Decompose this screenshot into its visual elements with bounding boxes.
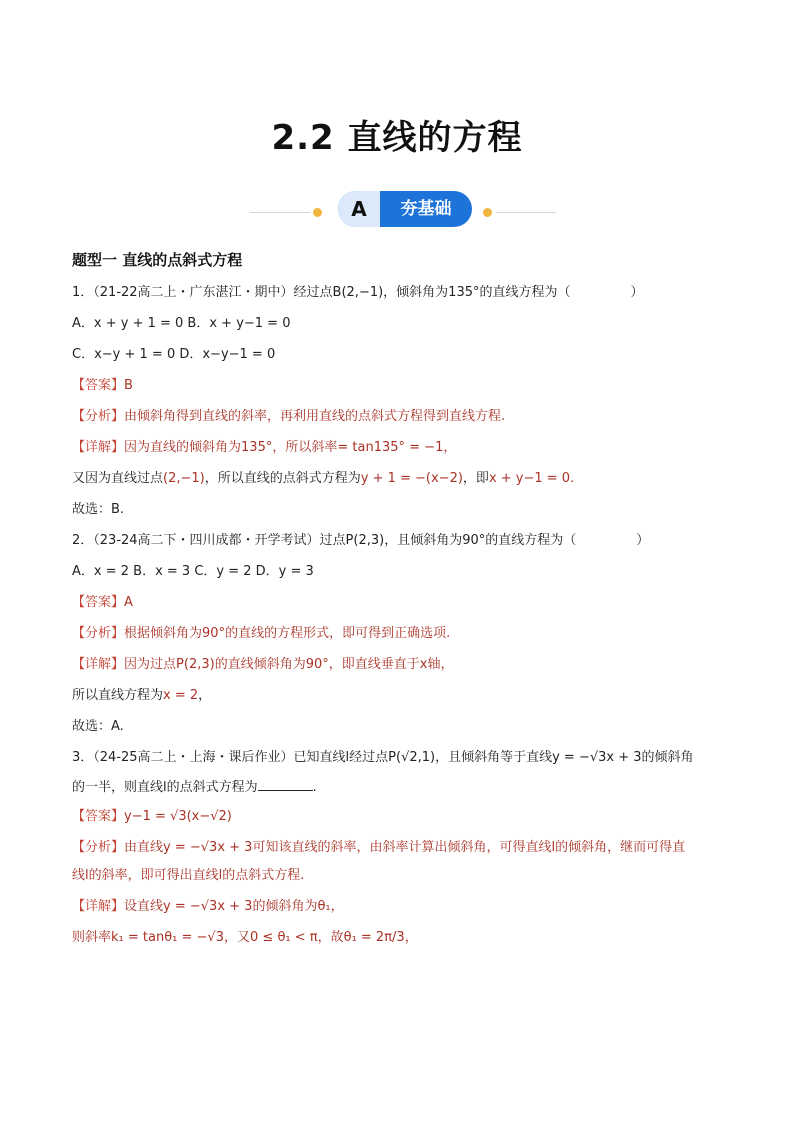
q3-detail-text: ， xyxy=(404,930,418,945)
q2-stem-text: 2．（23-24高二下・四川成都・开学考试）过点P(2,3)，且倾斜角为90°的直线方程为（ xyxy=(72,533,577,548)
q2-analysis xyxy=(72,624,732,655)
q3-detail-line-1 xyxy=(72,897,732,928)
q1-options-ab: A．x + y + 1 = 0 B．x + y−1 = 0 xyxy=(72,316,291,331)
q3-detail-text: 设直线 xyxy=(124,899,164,914)
q3-detail-text: 的倾斜角为 xyxy=(252,899,318,914)
answer-tag: 【答案】 xyxy=(72,378,125,393)
banner-dot-left xyxy=(313,208,322,217)
q3-detail-math: θ₁ = 2π/3 xyxy=(343,930,405,945)
q1-stem-text: 1．（21-22高二上・广东湛江・期中）经过点B(2,−1)，倾斜角为135°的直线方程为（ xyxy=(72,285,571,300)
q3-analysis-line-1 xyxy=(72,838,732,866)
section-heading: 题型一 直线的点斜式方程 xyxy=(72,251,243,269)
q1-detail-math: 135° xyxy=(241,440,273,455)
q1-stem-close: ） xyxy=(630,285,644,300)
q1-detail-math: (2,−1) xyxy=(163,471,205,486)
q2-detail-math: x xyxy=(419,657,428,672)
q2-detail-line-1 xyxy=(72,655,732,686)
q1-answer xyxy=(72,376,732,407)
q2-answer-value: A xyxy=(124,595,133,610)
analysis-tag: 【分析】 xyxy=(72,840,125,855)
q1-detail-text: ， xyxy=(443,440,457,455)
banner-pill xyxy=(338,191,472,227)
q3-detail-text: ， xyxy=(330,899,344,914)
q1-detail-line-2 xyxy=(72,469,732,500)
q1-detail-line-1 xyxy=(72,438,732,469)
q1-detail-text: 因为直线的倾斜角为 xyxy=(124,440,242,455)
q1-detail-text: 又因为直线过点 xyxy=(72,471,164,486)
q1-detail-math: x + y−1 = 0. xyxy=(488,471,575,486)
q2-answer xyxy=(72,593,732,624)
q3-detail-math: k₁ = tanθ₁ = −√3 xyxy=(111,930,224,945)
content xyxy=(72,245,732,959)
banner-line-right xyxy=(496,212,556,213)
q1-detail-math: y + 1 = −(x−2) xyxy=(360,471,463,486)
q3-analysis-text: 可知该直线的斜率，由斜率计算出倾斜角，可得直线l的倾斜角，继而可得直 xyxy=(252,840,686,855)
q1-analysis-text: 由倾斜角得到直线的斜率，再利用直线的点斜式方程得到直线方程. xyxy=(124,409,506,424)
banner-line-left xyxy=(250,212,310,213)
q1-analysis xyxy=(72,407,732,438)
q1-detail-text: ，所以直线的点斜式方程为 xyxy=(204,471,361,486)
q3-detail-math: y = −√3x + 3 xyxy=(163,899,253,914)
q3-analysis-line-2: 线l的斜率，即可得出直线l的点斜式方程. xyxy=(72,868,305,883)
answer-tag: 【答案】 xyxy=(72,809,125,824)
q3-answer-value: y−1 = √3(x−√2) xyxy=(124,809,232,824)
q2-analysis-text: 根据倾斜角为 xyxy=(124,626,203,641)
q2-detail-line-2 xyxy=(72,686,732,717)
q2-detail-text: ，即直线垂直于 xyxy=(328,657,420,672)
q2-detail-math: P(2,3) xyxy=(176,657,215,672)
q2-conclusion: 故选：A. xyxy=(72,719,124,734)
q2-detail-text: 轴， xyxy=(427,657,454,672)
q2-detail-text: 因为过点 xyxy=(124,657,177,672)
q3-stem-line-2 xyxy=(72,776,732,807)
analysis-tag: 【分析】 xyxy=(72,626,125,641)
q1-detail-text: ，所以斜率 xyxy=(272,440,338,455)
q3-detail-math: 0 ≤ θ₁ < π xyxy=(250,930,318,945)
banner-letter: A xyxy=(338,191,380,227)
banner-dot-right xyxy=(483,208,492,217)
q3-stem-line-1: 3．（24-25高二上・上海・课后作业）已知直线l经过点P(√2,1)，且倾斜角等于直线y = −√3x + 3的倾斜角 xyxy=(72,750,694,765)
detail-tag: 【详解】 xyxy=(72,899,125,914)
q2-detail-text: 所以直线方程为 xyxy=(72,688,164,703)
q1-answer-value: B xyxy=(124,378,133,393)
q2-analysis-math: 90° xyxy=(202,626,226,641)
q3-stem-end: . xyxy=(312,780,317,795)
q3-detail-text: ，又 xyxy=(224,930,251,945)
q2-detail-text: 的直线倾斜角为 xyxy=(214,657,306,672)
q1-conclusion: 故选：B. xyxy=(72,502,125,517)
analysis-tag: 【分析】 xyxy=(72,409,125,424)
q2-analysis-text: 的直线的方程形式，即可得到正确选项. xyxy=(225,626,451,641)
q1-options-cd: C．x−y + 1 = 0 D．x−y−1 = 0 xyxy=(72,347,276,362)
q2-options: A．x = 2 B．x = 3 C．y = 2 D．y = 3 xyxy=(72,564,314,579)
q3-answer xyxy=(72,807,732,838)
q2-stem xyxy=(72,531,732,562)
q1-detail-math: = tan135° = −1 xyxy=(337,440,444,455)
q1-stem xyxy=(72,283,732,314)
q2-detail-text: ， xyxy=(198,688,212,703)
page-title: 2.2 直线的方程 xyxy=(271,118,523,158)
q3-analysis-math: y = −√3x + 3 xyxy=(163,840,253,855)
q2-detail-math: x = 2 xyxy=(163,688,199,703)
q3-stem-text: 的一半，则直线l的点斜式方程为 xyxy=(72,780,258,795)
q3-detail-text: ，故 xyxy=(317,930,344,945)
answer-tag: 【答案】 xyxy=(72,595,125,610)
q1-detail-text: ，即 xyxy=(462,471,489,486)
section-banner xyxy=(0,191,794,231)
q2-detail-math: 90° xyxy=(305,657,329,672)
q3-analysis-text: 由直线 xyxy=(124,840,164,855)
answer-blank xyxy=(258,776,313,791)
q3-detail-math: θ₁ xyxy=(317,899,331,914)
q2-stem-close: ） xyxy=(636,533,650,548)
detail-tag: 【详解】 xyxy=(72,440,125,455)
banner-label: 夯基础 xyxy=(400,199,452,219)
detail-tag: 【详解】 xyxy=(72,657,125,672)
q3-detail-line-2 xyxy=(72,928,732,959)
q3-detail-text: 则斜率 xyxy=(72,930,112,945)
